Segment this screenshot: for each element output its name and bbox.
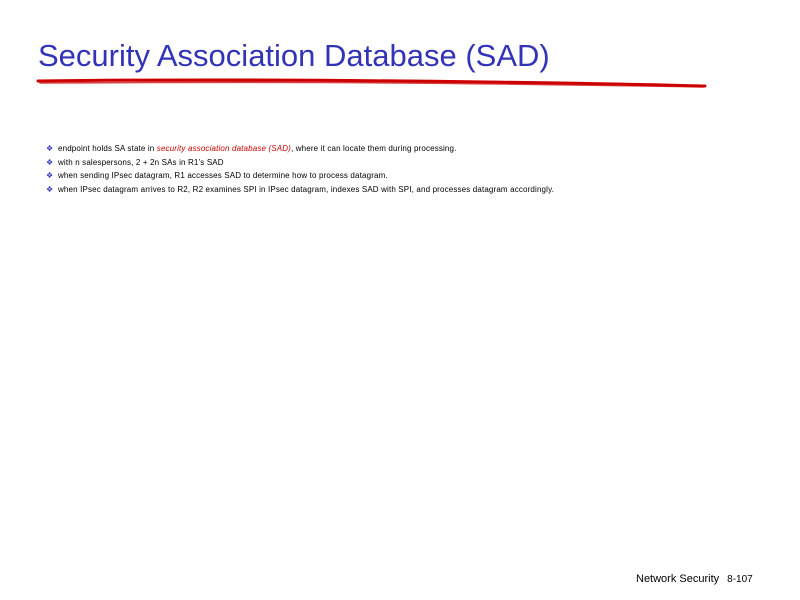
diamond-bullet-icon: ❖ — [46, 184, 54, 194]
bullet-text: when sending IPsec datagram, R1 accesses SAD to determine how to process datagram. — [58, 171, 388, 180]
bullet-item — [46, 183, 786, 197]
page-number: 8-107 — [727, 574, 753, 585]
diamond-bullet-icon: ❖ — [46, 171, 54, 180]
bullet-text: endpoint holds SA state in — [58, 144, 157, 153]
bullet-item — [46, 142, 786, 156]
bullet-list — [46, 142, 786, 196]
title-underline — [36, 76, 708, 90]
diamond-bullet-icon: ❖ — [46, 144, 54, 153]
bullet-text: with n salespersons, 2 + 2n SAs in R1’s SAD — [58, 157, 224, 167]
bullet-item — [46, 156, 786, 170]
diamond-bullet-icon: ❖ — [46, 157, 54, 167]
bullet-text: , where it can locate them during processing. — [291, 144, 457, 153]
bullet-item — [46, 169, 786, 183]
slide-title: Security Association Database (SAD) — [38, 38, 550, 73]
bullet-text: when IPsec datagram arrives to R2, R2 examines SPI in IPsec datagram, indexes SAD with SPI, and processes datagram accordingly. — [58, 184, 555, 194]
footer-label: Network Security — [636, 573, 720, 585]
highlight-term: security association database (SAD) — [156, 144, 291, 153]
footer — [636, 572, 753, 587]
